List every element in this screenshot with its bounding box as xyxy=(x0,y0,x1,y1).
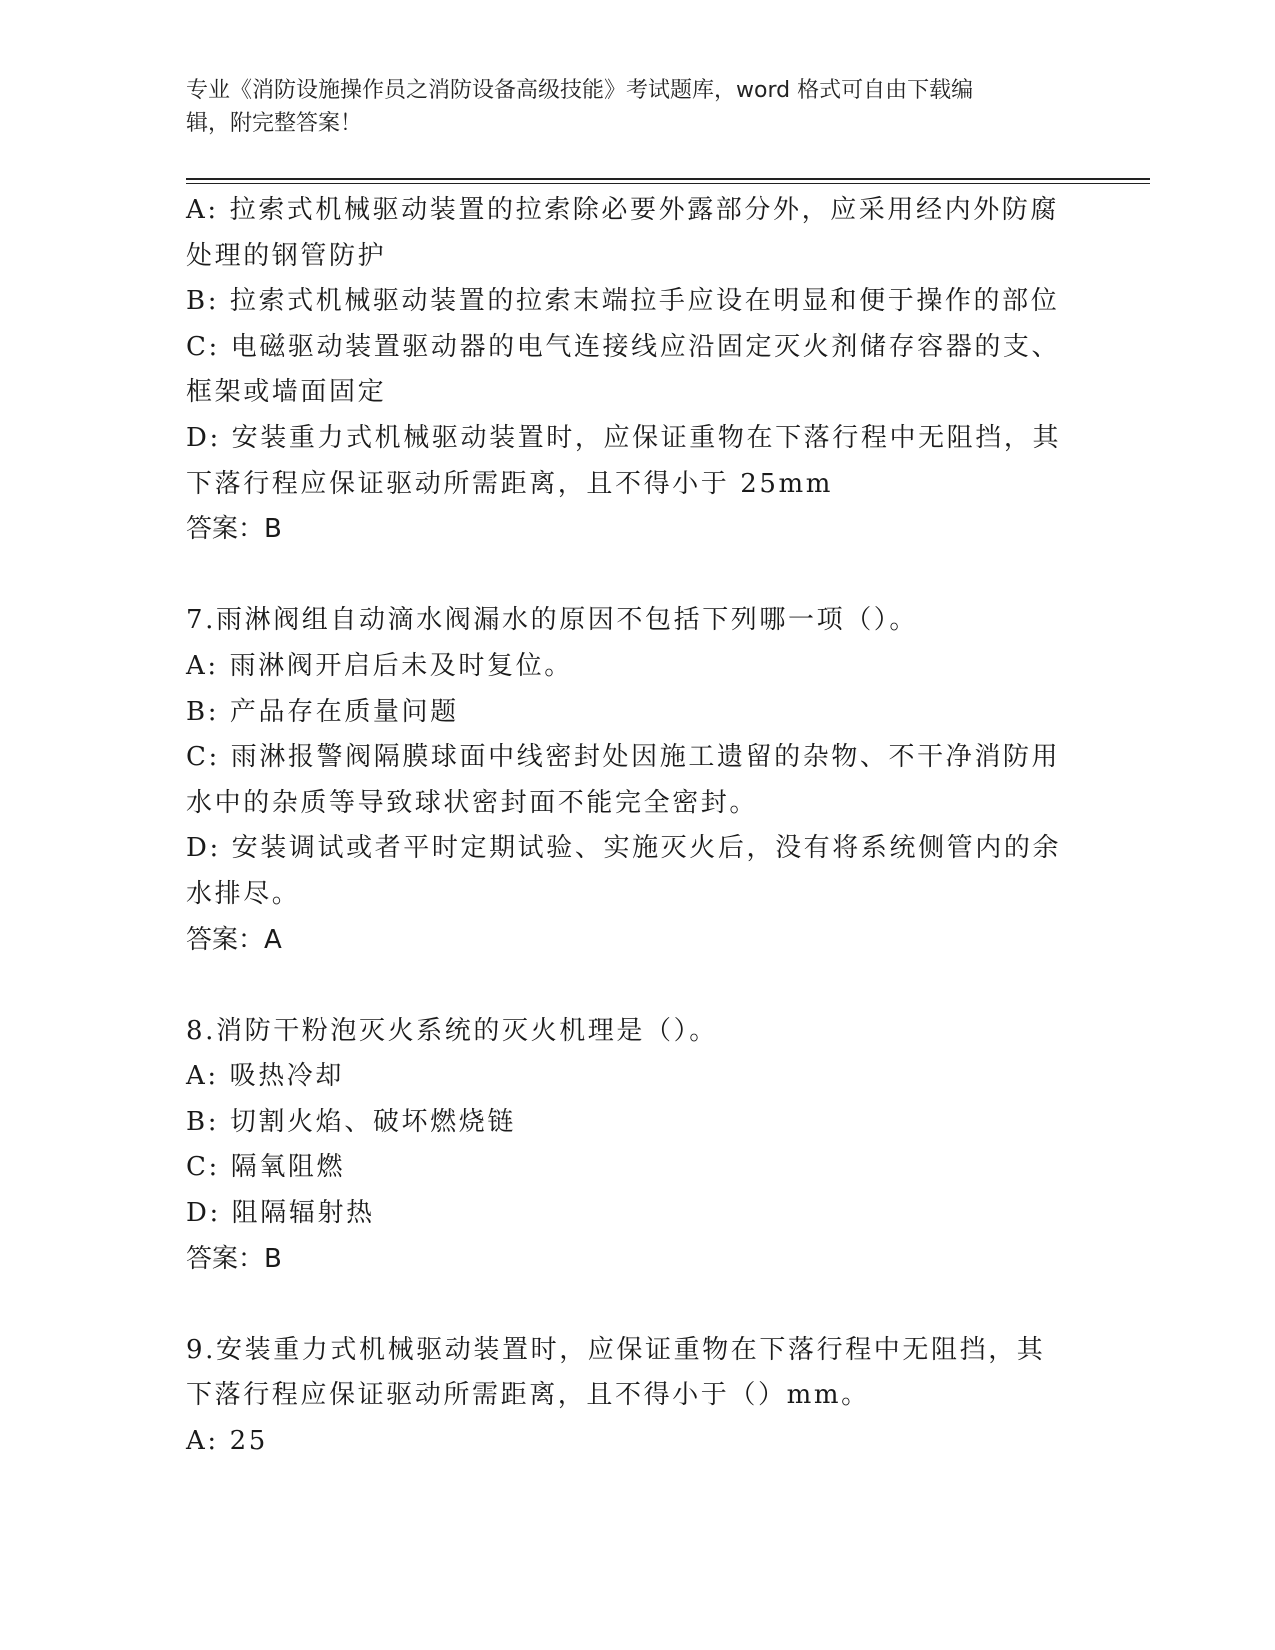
header-divider-thick xyxy=(186,178,1150,180)
option-b: B: 产品存在质量问题 xyxy=(186,696,459,727)
option-d: D: 安装重力式机械驱动装置时，应保证重物在下落行程中无阻挡，其 xyxy=(186,422,1062,453)
option-d: D: 安装调试或者平时定期试验、实施灭火后，没有将系统侧管内的余 xyxy=(186,833,1062,864)
option-c: C: 电磁驱动装置驱动器的电气连接线应沿固定灭火剂储存容器的支、 xyxy=(186,331,1061,362)
question-8 xyxy=(186,1009,1086,1283)
option-a: A: 25 xyxy=(186,1426,268,1457)
option-d-cont: 水排尽。 xyxy=(186,878,301,909)
answer: 答案：B xyxy=(186,1243,282,1274)
question-stem: 7.雨淋阀组自动滴水阀漏水的原因不包括下列哪一项（）。 xyxy=(186,605,919,636)
question-stem-cont: 下落行程应保证驱动所需距离，且不得小于（）mm。 xyxy=(186,1380,870,1411)
option-c-cont: 框架或墙面固定 xyxy=(186,377,387,408)
question-6 xyxy=(186,188,1086,553)
answer: 答案：A xyxy=(186,924,282,955)
answer: 答案：B xyxy=(186,514,282,545)
question-9 xyxy=(186,1328,1086,1465)
header-line-2: 辑，附完整答案！ xyxy=(186,111,363,136)
question-stem: 8.消防干粉泡灭火系统的灭火机理是（）。 xyxy=(186,1015,718,1046)
question-stem: 9.安装重力式机械驱动装置时，应保证重物在下落行程中无阻挡，其 xyxy=(186,1334,1046,1365)
option-a: A: 雨淋阀开启后未及时复位。 xyxy=(186,650,573,681)
option-a: A: 拉索式机械驱动装置的拉索除必要外露部分外，应采用经内外防腐 xyxy=(186,195,1060,225)
document-header xyxy=(186,74,1066,140)
option-c-cont: 水中的杂质等导致球状密封面不能完全密封。 xyxy=(186,787,759,818)
question-list xyxy=(186,188,1086,1465)
option-a-cont: 处理的钢管防护 xyxy=(186,240,387,271)
option-b: B: 拉索式机械驱动装置的拉索末端拉手应设在明显和便于操作的部位 xyxy=(186,286,1060,317)
option-d: D: 阻隔辐射热 xyxy=(186,1198,375,1229)
header-line-1: 专业《消防设施操作员之消防设备高级技能》考试题库，word 格式可自由下载编 xyxy=(186,78,974,103)
question-7 xyxy=(186,598,1086,963)
option-d-cont: 下落行程应保证驱动所需距离，且不得小于 25mm xyxy=(186,468,834,499)
option-c: C: 雨淋报警阀隔膜球面中线密封处因施工遗留的杂物、不干净消防用 xyxy=(186,742,1061,773)
option-c: C: 隔氧阻燃 xyxy=(186,1152,346,1183)
option-a: A: 吸热冷却 xyxy=(186,1061,345,1092)
option-b: B: 切割火焰、破坏燃烧链 xyxy=(186,1106,516,1137)
header-divider-thin xyxy=(186,183,1150,184)
